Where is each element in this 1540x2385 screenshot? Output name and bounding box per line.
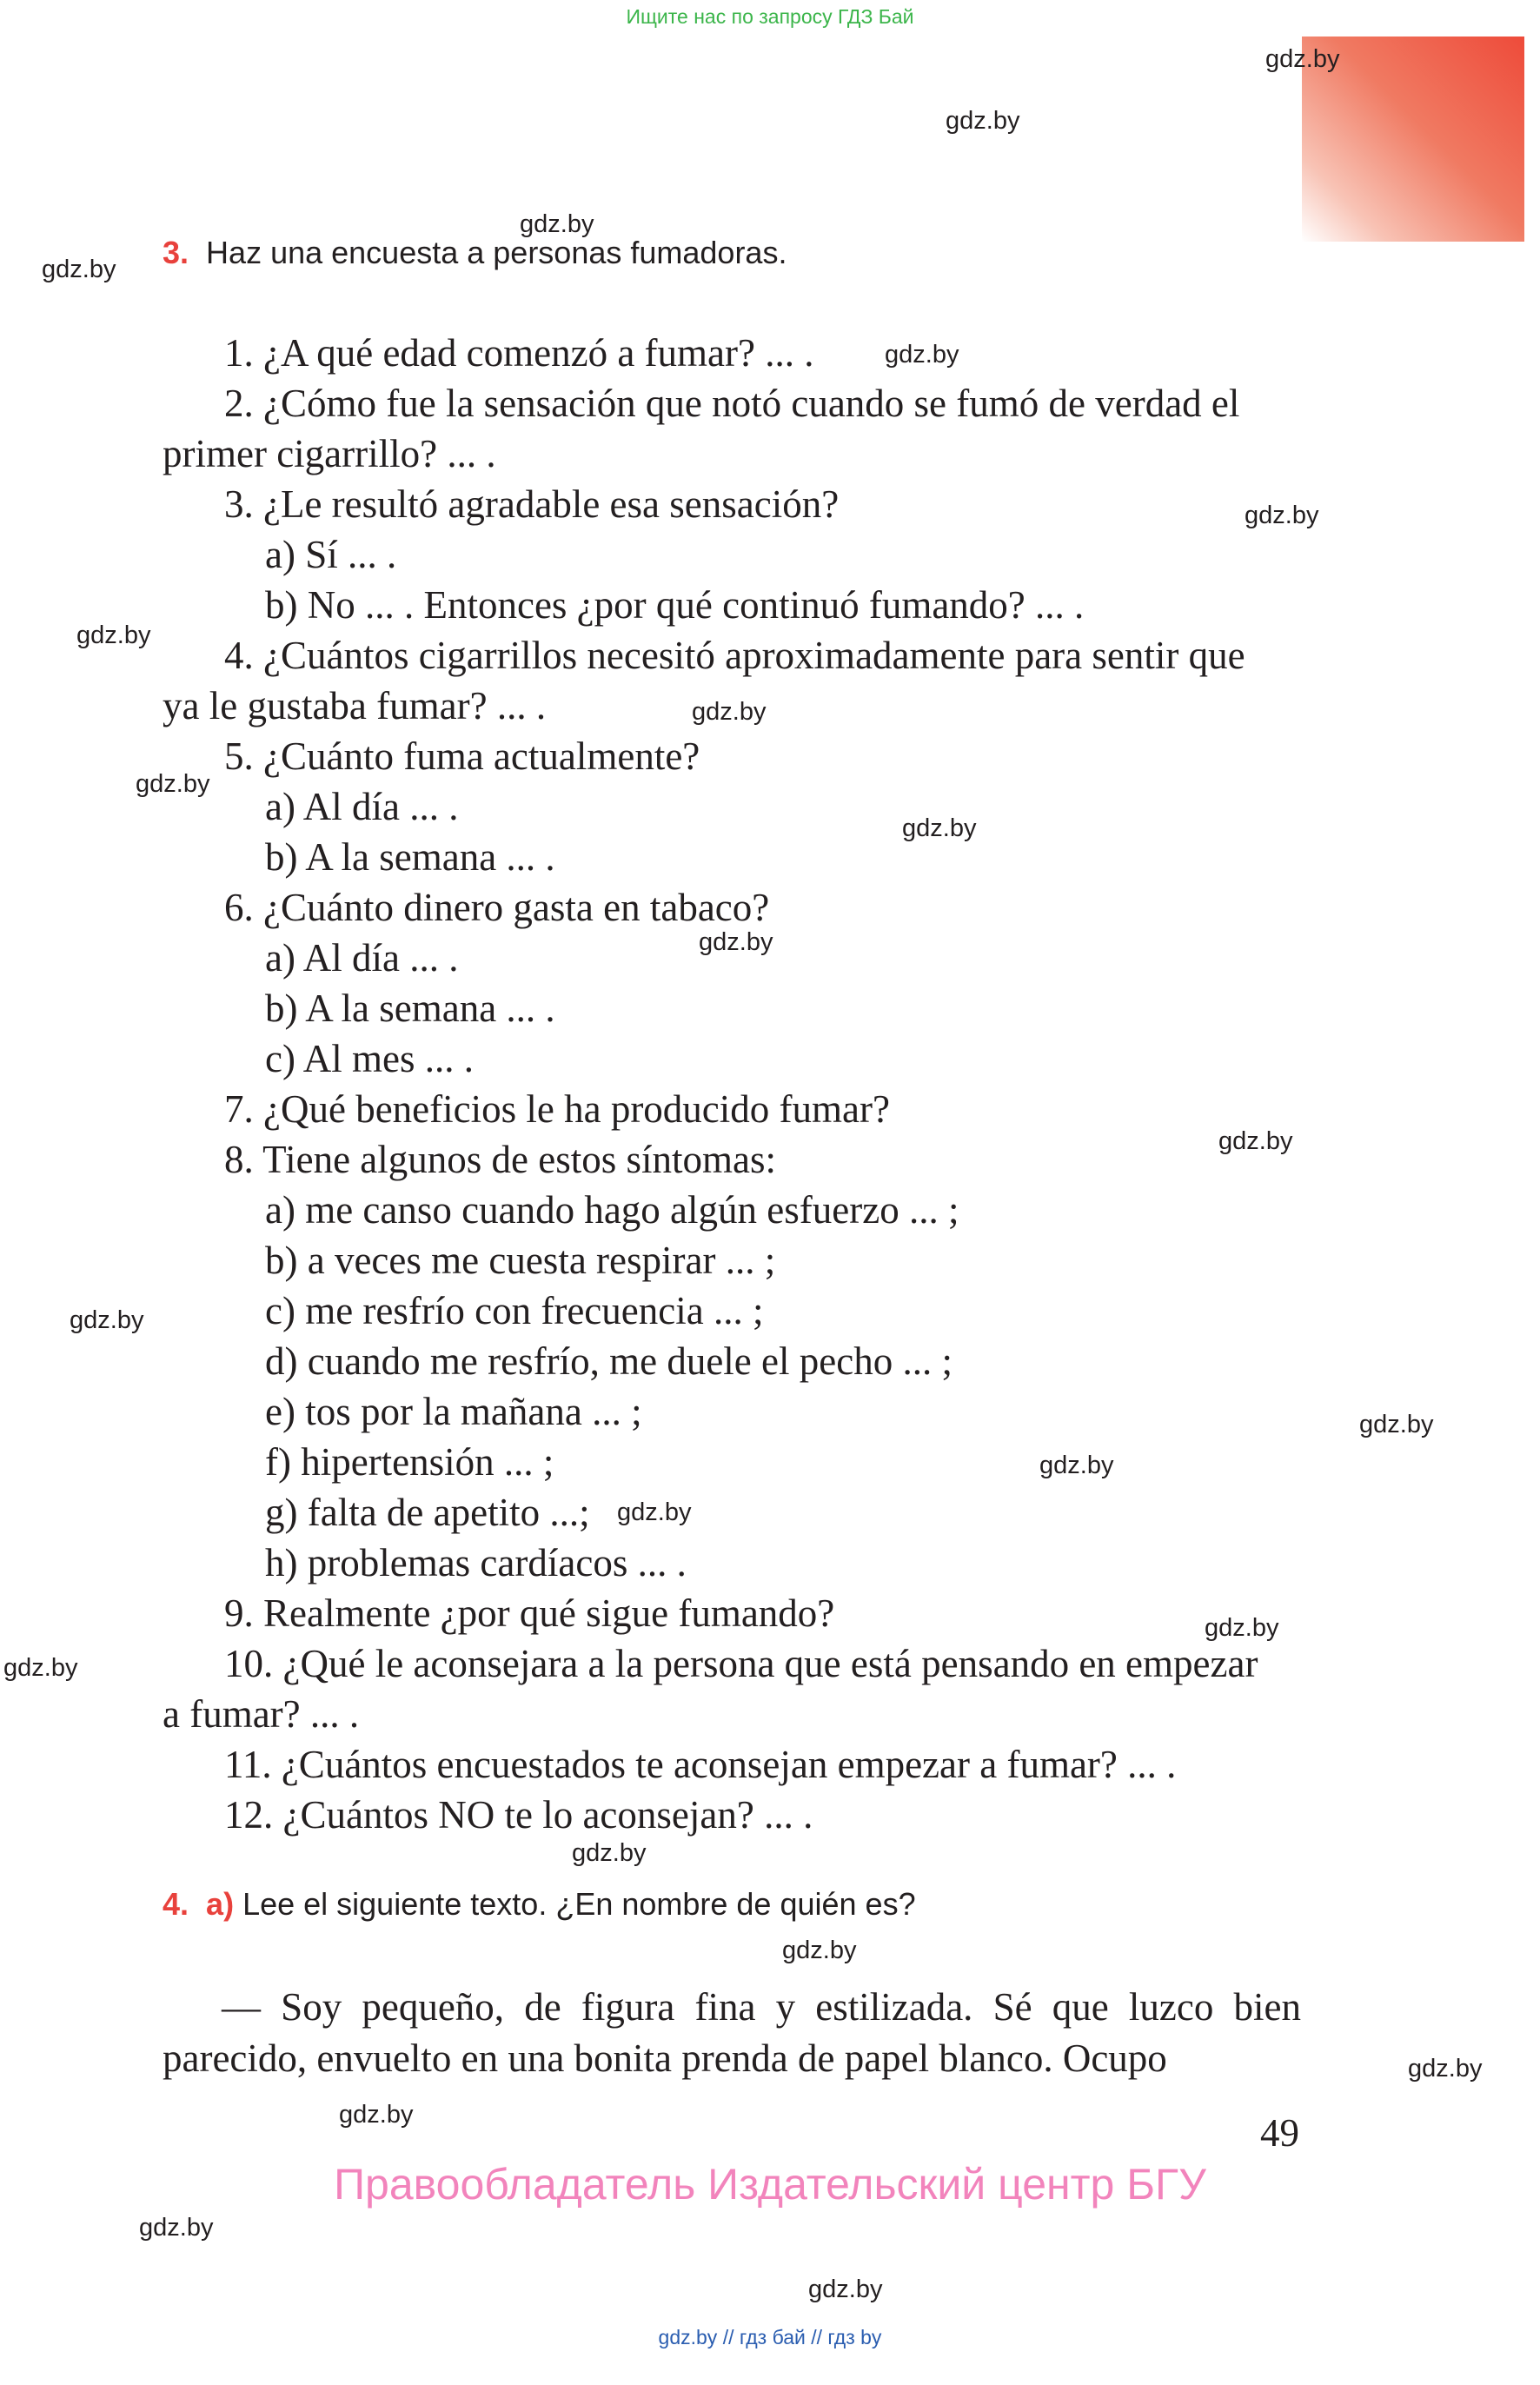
task-4-heading xyxy=(163,1886,916,1923)
survey-line: 3. ¿Le resultó agradable esa sensación? xyxy=(224,482,840,526)
survey-line: primer cigarrillo? ... . xyxy=(163,432,496,475)
page-number: 49 xyxy=(1260,2111,1299,2155)
watermark: gdz.by xyxy=(885,341,959,369)
watermark: gdz.by xyxy=(339,2101,414,2129)
survey-line: b) A la semana ... . xyxy=(265,835,555,879)
survey-line: 5. ¿Cuánto fuma actualmente? xyxy=(224,734,700,778)
task-number: 3. xyxy=(163,235,189,270)
survey-line: g) falta de apetito ...; xyxy=(265,1491,590,1534)
watermark: gdz.by xyxy=(520,210,594,238)
watermark: gdz.by xyxy=(782,1937,857,1964)
task-3-heading xyxy=(163,235,787,271)
survey-line: b) a veces me cuesta respirar ... ; xyxy=(265,1239,776,1282)
survey-line: a fumar? ... . xyxy=(163,1692,360,1736)
watermark: gdz.by xyxy=(1205,1614,1279,1642)
survey-line: 1. ¿A qué edad comenzó a fumar? ... . xyxy=(224,331,814,375)
watermark: gdz.by xyxy=(1245,502,1319,529)
survey-line: a) Al día ... . xyxy=(265,785,459,828)
task-title: Haz una encuesta a personas fumadoras. xyxy=(206,235,787,270)
watermark: gdz.by xyxy=(136,770,210,798)
watermark: gdz.by xyxy=(76,621,151,649)
watermark: gdz.by xyxy=(1408,2055,1483,2083)
watermark: gdz.by xyxy=(1265,45,1340,73)
watermark: gdz.by xyxy=(692,698,767,726)
watermark: gdz.by xyxy=(1039,1452,1114,1479)
survey-line: a) Sí ... . xyxy=(265,533,397,576)
survey-line: 11. ¿Cuántos encuestados te aconsejan empezar a fumar? ... . xyxy=(224,1743,1177,1786)
footer-links[interactable]: gdz.by // гдз бай // гдз by xyxy=(658,2326,882,2348)
survey-line: 6. ¿Cuánto dinero gasta en tabaco? xyxy=(224,886,770,929)
watermark: gdz.by xyxy=(617,1498,692,1526)
survey-line: c) Al mes ... . xyxy=(265,1037,474,1080)
task-subpart: a) xyxy=(206,1886,235,1922)
watermark: gdz.by xyxy=(139,2214,214,2242)
survey-line: a) me canso cuando hago algún esfuerzo ... ; xyxy=(265,1188,959,1232)
survey-line: 12. ¿Cuántos NO te lo aconsejan? ... . xyxy=(224,1793,813,1837)
survey-line: f) hipertensión ... ; xyxy=(265,1440,554,1484)
survey-line: 10. ¿Qué le aconsejara a la persona que está pensando en empezar xyxy=(224,1642,1258,1685)
survey-line: e) tos por la mañana ... ; xyxy=(265,1390,642,1433)
watermark: gdz.by xyxy=(42,256,116,283)
survey-line: c) me resfrío con frecuencia ... ; xyxy=(265,1289,764,1332)
watermark: gdz.by xyxy=(1218,1127,1293,1155)
survey-line: 2. ¿Cómo fue la sensación que notó cuando se fumó de verdad el xyxy=(224,382,1240,425)
survey-line: b) A la semana ... . xyxy=(265,987,555,1030)
watermark: gdz.by xyxy=(902,814,977,842)
watermark: gdz.by xyxy=(3,1654,78,1682)
survey-line: ya le gustaba fumar? ... . xyxy=(163,684,547,727)
survey-line: b) No ... . Entonces ¿por qué continuó fumando? ... . xyxy=(265,583,1085,627)
task-number: 4. xyxy=(163,1886,189,1922)
watermark: gdz.by xyxy=(808,2275,883,2303)
task-title: Lee el siguiente texto. ¿En nombre de quién es? xyxy=(242,1886,916,1922)
watermark: gdz.by xyxy=(572,1839,647,1867)
survey-line: d) cuando me resfrío, me duele el pecho ... ; xyxy=(265,1339,953,1383)
task-4-paragraph: — Soy pequeño, de figura fina y estilizada. Sé que luzco bien parecido, envuelto en una bonita prenda de papel blanco. Ocupo xyxy=(163,1985,1301,2080)
top-banner: Ищите нас по запросу ГДЗ Бай xyxy=(626,5,914,28)
watermark: gdz.by xyxy=(946,107,1020,135)
survey-line: 9. Realmente ¿por qué sigue fumando? xyxy=(224,1591,835,1635)
survey-line: a) Al día ... . xyxy=(265,936,459,980)
watermark: gdz.by xyxy=(1359,1411,1434,1438)
watermark: gdz.by xyxy=(699,928,773,956)
survey-line: 4. ¿Cuántos cigarrillos necesitó aproximadamente para sentir que xyxy=(224,634,1245,677)
copyright-footer: Правообладатель Издательский центр БГУ xyxy=(334,2160,1206,2209)
survey-line: h) problemas cardíacos ... . xyxy=(265,1541,687,1584)
survey-line: 7. ¿Qué beneficios le ha producido fumar? xyxy=(224,1087,890,1131)
survey-line: 8. Tiene algunos de estos síntomas: xyxy=(224,1138,777,1181)
watermark: gdz.by xyxy=(70,1306,144,1334)
